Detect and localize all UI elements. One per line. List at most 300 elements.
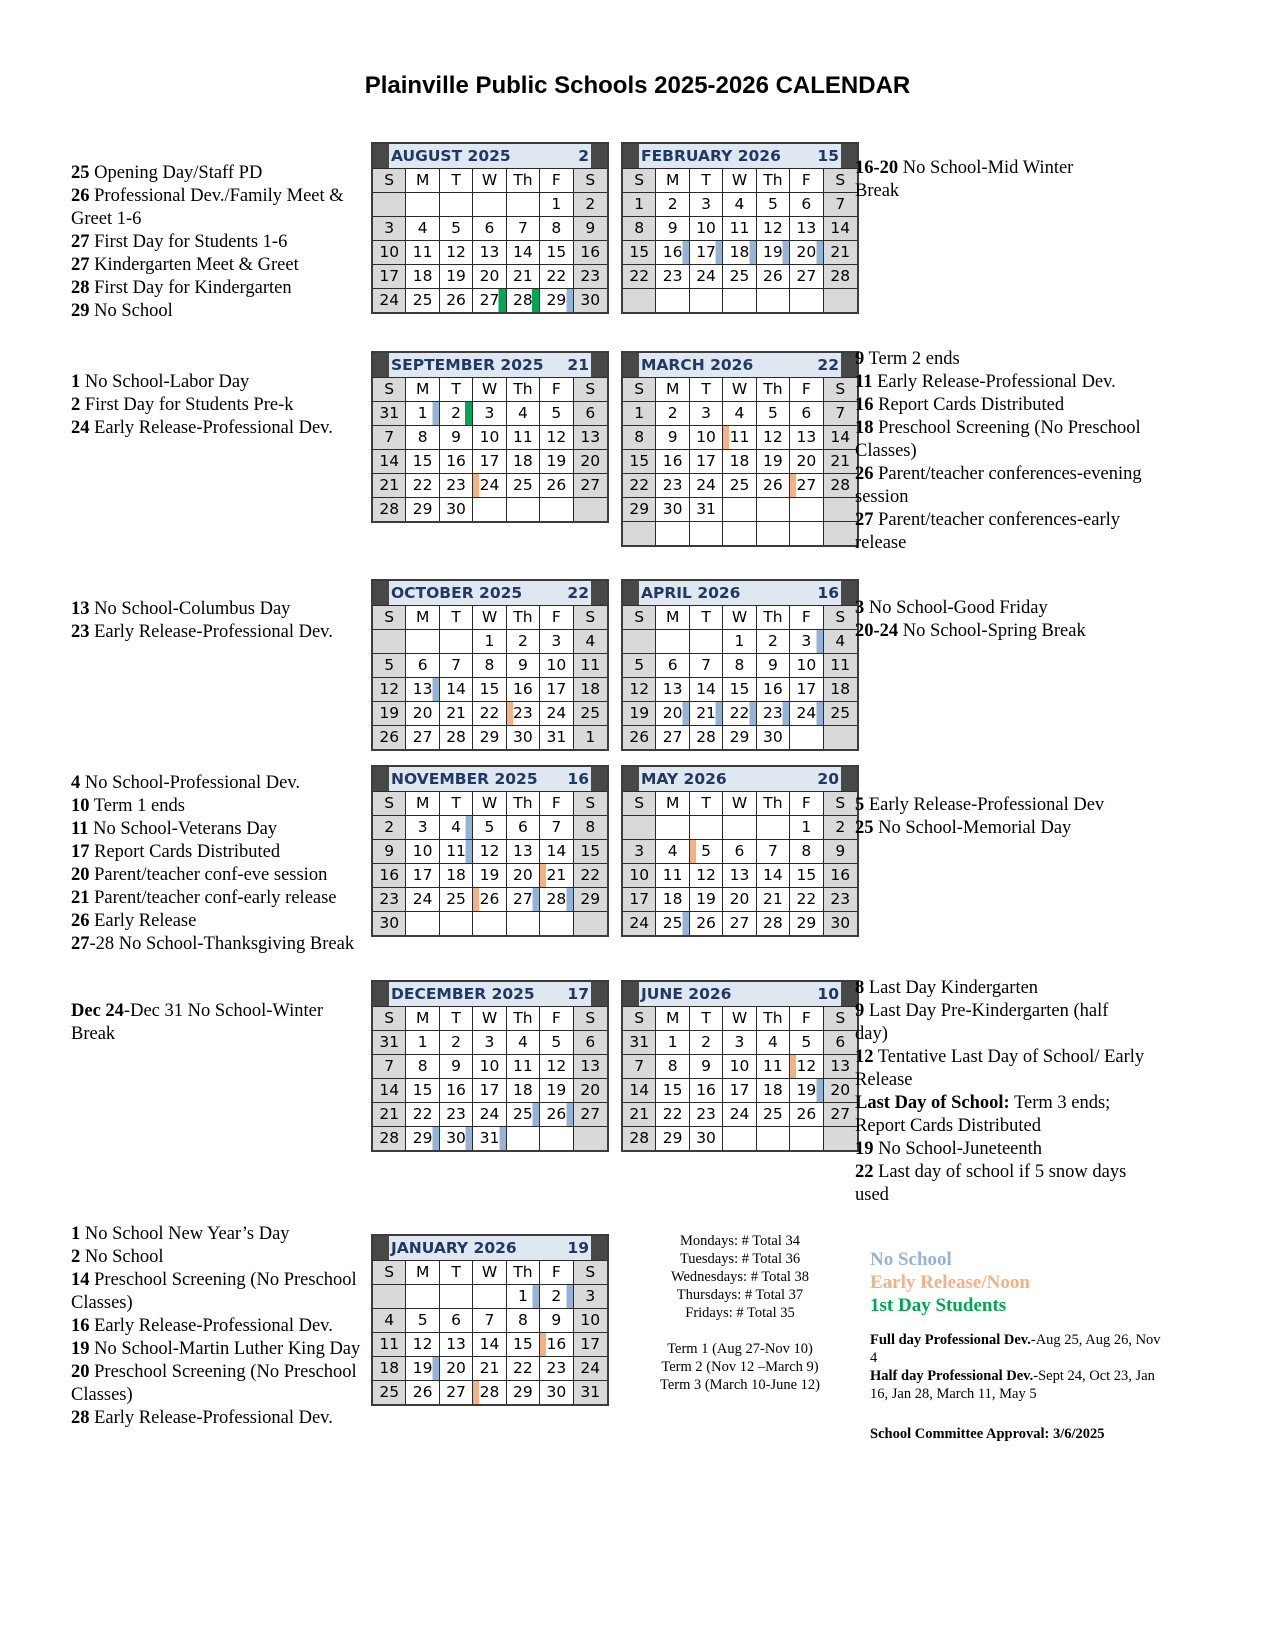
day-cell: 12: [540, 1054, 573, 1078]
day-cell: 19: [540, 1078, 573, 1102]
day-cell: 7: [824, 192, 857, 216]
weekday-header: S: [373, 168, 406, 192]
day-cell: 12: [757, 216, 790, 240]
day-cell: 17: [690, 240, 723, 264]
day-cell: 11: [656, 863, 689, 887]
day-cell: 17: [540, 677, 573, 701]
day-cell: 29: [473, 725, 506, 749]
day-grid: [373, 168, 607, 312]
note-line: 10 Term 1 ends: [71, 796, 185, 816]
day-cell: 4: [656, 839, 689, 863]
day-cell: 6: [656, 653, 689, 677]
day-cell: [540, 497, 573, 521]
day-cell: [723, 521, 756, 545]
day-cell: 27: [656, 725, 689, 749]
weekday-header: W: [723, 791, 756, 815]
day-cell: 24: [473, 473, 506, 497]
day-cell: 12: [440, 240, 473, 264]
weekday-header: S: [574, 605, 607, 629]
day-cell: 13: [790, 216, 823, 240]
page-title: Plainville Public Schools 2025-2026 CALENDAR: [364, 72, 911, 99]
weekday-header: S: [373, 1260, 406, 1284]
weekday-header: M: [406, 377, 439, 401]
day-cell: 13: [473, 240, 506, 264]
legend-no-school: No School: [870, 1249, 952, 1270]
day-cell: 29: [406, 1126, 439, 1150]
legend-early-release: Early Release/Noon: [870, 1272, 1030, 1293]
day-cell: 17: [406, 863, 439, 887]
day-cell: 2: [540, 1284, 573, 1308]
day-cell: 23: [507, 701, 540, 725]
weekday-header: M: [406, 168, 439, 192]
note-line: 19 No School-Juneteenth: [855, 1139, 1043, 1159]
day-cell: 24: [406, 887, 439, 911]
day-cell: [757, 497, 790, 521]
note-line: 18 Preschool Screening (No Preschool Classes): [855, 418, 1141, 461]
note-line: 13 No School-Columbus Day: [71, 599, 291, 619]
month-name: DECEMBER 2025: [391, 985, 535, 1003]
day-cell: [406, 1284, 439, 1308]
day-cell: 1: [406, 1030, 439, 1054]
weekday-header: T: [440, 1006, 473, 1030]
weekday-header: W: [473, 1260, 506, 1284]
day-cell: 14: [824, 425, 857, 449]
notes-december: [71, 1000, 361, 1046]
day-cell: 14: [623, 1078, 656, 1102]
day-cell: 26: [473, 887, 506, 911]
day-cell: 19: [757, 240, 790, 264]
note-line: 1 No School New Year’s Day: [71, 1224, 290, 1244]
weekday-header: M: [656, 377, 689, 401]
day-cell: 3: [690, 192, 723, 216]
day-cell: 25: [723, 264, 756, 288]
day-cell: 15: [473, 677, 506, 701]
note-line: 9 Last Day Pre-Kindergarten (half day): [855, 1001, 1109, 1044]
day-cell: 31: [574, 1380, 607, 1404]
day-cell: 1: [623, 401, 656, 425]
day-cell: 30: [656, 497, 689, 521]
day-cell: 28: [507, 288, 540, 312]
day-cell: 4: [373, 1308, 406, 1332]
day-cell: 1: [656, 1030, 689, 1054]
weekday-header: M: [406, 791, 439, 815]
day-cell: 2: [373, 815, 406, 839]
day-cell: 30: [824, 911, 857, 935]
weekday-header: S: [623, 1006, 656, 1030]
day-cell: 7: [824, 401, 857, 425]
weekday-header: T: [690, 1006, 723, 1030]
weekday-header: F: [540, 168, 573, 192]
day-cell: 28: [540, 887, 573, 911]
month-name: JUNE 2026: [641, 985, 732, 1003]
weekday-header: Th: [507, 1006, 540, 1030]
day-cell: 4: [507, 401, 540, 425]
calendar-november: [371, 765, 609, 937]
day-cell: 10: [690, 425, 723, 449]
note-line: 28 Early Release-Professional Dev.: [71, 1408, 333, 1428]
day-cell: 25: [757, 1102, 790, 1126]
day-cell: 29: [540, 288, 573, 312]
day-cell: 11: [723, 216, 756, 240]
day-cell: 19: [757, 449, 790, 473]
day-cell: 26: [757, 473, 790, 497]
day-cell: 28: [440, 725, 473, 749]
day-cell: 20: [574, 449, 607, 473]
count-wednesdays: Wednesdays: # Total 38: [670, 1269, 810, 1285]
note-line: 20 Preschool Screening (No Preschool Classes): [71, 1362, 357, 1405]
weekday-header: M: [406, 605, 439, 629]
note-line: 9 Term 2 ends: [855, 349, 960, 369]
day-cell: 30: [540, 1380, 573, 1404]
note-line: 16-20 No School-Mid Winter Break: [855, 158, 1074, 201]
month-school-days: 17: [567, 985, 589, 1003]
day-cell: 10: [373, 240, 406, 264]
day-cell: [540, 1126, 573, 1150]
day-cell: 6: [473, 216, 506, 240]
day-cell: 14: [373, 1078, 406, 1102]
day-cell: 1: [473, 629, 506, 653]
day-cell: 14: [824, 216, 857, 240]
day-cell: 21: [690, 701, 723, 725]
day-cell: 1: [623, 192, 656, 216]
day-cell: 23: [540, 1356, 573, 1380]
legend: [870, 1248, 1170, 1443]
weekday-header: S: [824, 168, 857, 192]
day-cell: 10: [473, 1054, 506, 1078]
day-grid: [373, 791, 607, 935]
day-cell: 21: [824, 240, 857, 264]
day-cell: 1: [406, 401, 439, 425]
weekday-header: W: [473, 791, 506, 815]
day-cell: 1: [723, 629, 756, 653]
day-cell: 1: [790, 815, 823, 839]
day-cell: 16: [574, 240, 607, 264]
weekday-header: S: [623, 605, 656, 629]
weekday-header: Th: [757, 377, 790, 401]
day-cell: 14: [540, 839, 573, 863]
day-cell: 27: [406, 725, 439, 749]
note-line: 27 Parent/teacher conferences-early release: [855, 510, 1121, 553]
day-cell: 9: [656, 216, 689, 240]
month-school-days: 19: [567, 1239, 589, 1257]
day-cell: 7: [373, 425, 406, 449]
day-cell: 18: [507, 449, 540, 473]
day-cell: 29: [656, 1126, 689, 1150]
day-cell: 26: [790, 1102, 823, 1126]
note-line: 8 Last Day Kindergarten: [855, 978, 1039, 998]
notes-february: [855, 157, 1115, 203]
day-cell: 11: [440, 839, 473, 863]
day-cell: [574, 1126, 607, 1150]
day-cell: 9: [690, 1054, 723, 1078]
note-line: 27 First Day for Students 1-6: [71, 232, 288, 252]
day-cell: 14: [507, 240, 540, 264]
day-cell: 26: [540, 1102, 573, 1126]
day-cell: 21: [473, 1356, 506, 1380]
day-grid: [373, 1006, 607, 1150]
weekday-header: M: [406, 1006, 439, 1030]
day-cell: 13: [406, 677, 439, 701]
day-cell: 31: [690, 497, 723, 521]
day-cell: 17: [690, 449, 723, 473]
note-line: Last Day of School: Term 3 ends; Report Cards Distributed: [855, 1093, 1111, 1136]
note-line: 26 Early Release: [71, 911, 197, 931]
day-cell: 31: [473, 1126, 506, 1150]
day-cell: 21: [824, 449, 857, 473]
day-cell: 16: [690, 1078, 723, 1102]
day-cell: [440, 1284, 473, 1308]
day-cell: 22: [723, 701, 756, 725]
day-cell: 11: [507, 1054, 540, 1078]
day-cell: 15: [656, 1078, 689, 1102]
weekday-header: T: [440, 605, 473, 629]
day-cell: 29: [723, 725, 756, 749]
day-cell: [723, 497, 756, 521]
month-name: MAY 2026: [641, 770, 727, 788]
day-cell: 18: [373, 1356, 406, 1380]
month-header: [373, 982, 607, 1006]
day-cell: 15: [790, 863, 823, 887]
day-cell: 25: [507, 1102, 540, 1126]
day-cell: 23: [690, 1102, 723, 1126]
day-cell: 19: [790, 1078, 823, 1102]
count-tuesdays: Tuesdays: # Total 36: [679, 1251, 801, 1267]
day-cell: 25: [723, 473, 756, 497]
weekday-header: M: [656, 791, 689, 815]
weekday-header: T: [690, 791, 723, 815]
day-cell: [507, 911, 540, 935]
day-cell: [757, 288, 790, 312]
weekday-header: W: [723, 605, 756, 629]
weekday-header: F: [540, 605, 573, 629]
day-cell: 22: [623, 473, 656, 497]
day-cell: [507, 1126, 540, 1150]
day-cell: 3: [473, 401, 506, 425]
day-cell: 8: [473, 653, 506, 677]
day-cell: 28: [690, 725, 723, 749]
day-cell: [824, 497, 857, 521]
day-cell: 6: [723, 839, 756, 863]
day-cell: 4: [406, 216, 439, 240]
day-cell: 2: [690, 1030, 723, 1054]
day-cell: 30: [373, 911, 406, 935]
note-line: 5 Early Release-Professional Dev: [855, 795, 1105, 815]
day-cell: [473, 1284, 506, 1308]
committee-approval: School Committee Approval: 3/6/2025: [870, 1426, 1105, 1442]
day-cell: 2: [656, 401, 689, 425]
day-cell: 27: [507, 887, 540, 911]
day-cell: 26: [540, 473, 573, 497]
term-2: Term 2 (Nov 12 –March 9): [661, 1359, 819, 1375]
weekday-header: Th: [507, 1260, 540, 1284]
notes-may: [855, 794, 1145, 840]
month-school-days: 10: [817, 985, 839, 1003]
day-cell: 6: [790, 401, 823, 425]
note-line: 27-28 No School-Thanksgiving Break: [71, 934, 355, 954]
day-cell: 13: [656, 677, 689, 701]
day-cell: 12: [373, 677, 406, 701]
note-line: 2 No School: [71, 1247, 164, 1267]
count-fridays: Fridays: # Total 35: [685, 1305, 795, 1321]
weekday-header: S: [623, 168, 656, 192]
note-line: 4 No School-Professional Dev.: [71, 773, 300, 793]
day-cell: [623, 521, 656, 545]
day-cell: [723, 815, 756, 839]
day-cell: 13: [723, 863, 756, 887]
weekday-header: Th: [507, 791, 540, 815]
day-cell: 11: [824, 653, 857, 677]
day-cell: 19: [623, 701, 656, 725]
weekday-header: M: [406, 1260, 439, 1284]
day-cell: 17: [574, 1332, 607, 1356]
day-cell: 17: [473, 1078, 506, 1102]
day-cell: 18: [723, 449, 756, 473]
day-cell: 2: [656, 192, 689, 216]
weekday-header: T: [690, 605, 723, 629]
day-cell: 24: [690, 473, 723, 497]
day-cell: 15: [723, 677, 756, 701]
weekday-header: W: [723, 1006, 756, 1030]
weekday-header: M: [656, 168, 689, 192]
day-cell: 9: [440, 1054, 473, 1078]
day-cell: 10: [540, 653, 573, 677]
day-cell: 5: [690, 839, 723, 863]
day-cell: [690, 521, 723, 545]
month-header: [373, 581, 607, 605]
month-name: MARCH 2026: [641, 356, 754, 374]
day-cell: 1: [507, 1284, 540, 1308]
day-cell: 17: [473, 449, 506, 473]
day-cell: [690, 288, 723, 312]
day-cell: 31: [540, 725, 573, 749]
day-cell: 7: [507, 216, 540, 240]
day-cell: 12: [623, 677, 656, 701]
month-school-days: 2: [578, 147, 589, 165]
day-cell: 8: [656, 1054, 689, 1078]
day-cell: 20: [440, 1356, 473, 1380]
day-cell: 13: [574, 1054, 607, 1078]
month-school-days: 22: [567, 584, 589, 602]
day-cell: 5: [406, 1308, 439, 1332]
day-cell: 2: [824, 815, 857, 839]
weekday-header: M: [656, 605, 689, 629]
day-cell: 22: [507, 1356, 540, 1380]
weekday-header: S: [574, 1260, 607, 1284]
month-header: [623, 581, 857, 605]
day-cell: 5: [757, 401, 790, 425]
note-line: 25 Opening Day/Staff PD: [71, 163, 263, 183]
weekday-header: T: [690, 168, 723, 192]
day-cell: 27: [723, 911, 756, 935]
day-cell: 5: [440, 216, 473, 240]
day-cell: [473, 497, 506, 521]
weekday-header: Th: [757, 1006, 790, 1030]
weekday-header: W: [473, 605, 506, 629]
day-cell: 31: [373, 1030, 406, 1054]
month-school-days: 16: [567, 770, 589, 788]
weekday-header: Th: [507, 377, 540, 401]
day-cell: 9: [757, 653, 790, 677]
day-cell: 5: [790, 1030, 823, 1054]
day-cell: 8: [723, 653, 756, 677]
day-cell: 22: [623, 264, 656, 288]
day-cell: 4: [574, 629, 607, 653]
day-cell: 11: [373, 1332, 406, 1356]
day-cell: 22: [406, 1102, 439, 1126]
day-cell: 3: [574, 1284, 607, 1308]
day-cell: 6: [574, 1030, 607, 1054]
notes-january: [71, 1223, 366, 1430]
day-cell: 21: [373, 473, 406, 497]
month-name: JANUARY 2026: [391, 1239, 517, 1257]
weekday-header: S: [574, 377, 607, 401]
day-cell: 8: [406, 425, 439, 449]
day-cell: 4: [507, 1030, 540, 1054]
day-cell: 18: [574, 677, 607, 701]
day-cell: 23: [757, 701, 790, 725]
day-cell: 31: [623, 1030, 656, 1054]
day-cell: 21: [373, 1102, 406, 1126]
weekday-header: T: [690, 377, 723, 401]
day-cell: [440, 629, 473, 653]
weekday-header: F: [540, 1006, 573, 1030]
calendar-august: [371, 142, 609, 314]
weekday-header: S: [574, 1006, 607, 1030]
notes-november: [71, 772, 366, 956]
day-cell: 27: [440, 1380, 473, 1404]
day-cell: [824, 725, 857, 749]
note-line: 3 No School-Good Friday: [855, 598, 1048, 618]
month-header: [373, 1236, 607, 1260]
weekday-header: W: [473, 1006, 506, 1030]
day-cell: 3: [473, 1030, 506, 1054]
note-line: 22 Last day of school if 5 snow days used: [855, 1162, 1127, 1205]
day-cell: [406, 629, 439, 653]
note-line: 20 Parent/teacher conf-eve session: [71, 865, 328, 885]
day-cell: 23: [373, 887, 406, 911]
day-cell: [757, 521, 790, 545]
day-cell: 20: [473, 264, 506, 288]
day-cell: 27: [473, 288, 506, 312]
day-cell: 21: [440, 701, 473, 725]
day-cell: 18: [440, 863, 473, 887]
day-cell: 20: [406, 701, 439, 725]
day-cell: 24: [473, 1102, 506, 1126]
day-cell: 3: [690, 401, 723, 425]
day-cell: 14: [473, 1332, 506, 1356]
day-cell: [656, 521, 689, 545]
day-cell: 23: [656, 473, 689, 497]
day-cell: 9: [824, 839, 857, 863]
day-cell: 16: [540, 1332, 573, 1356]
day-cell: 24: [690, 264, 723, 288]
day-cell: 22: [540, 264, 573, 288]
day-cell: 6: [440, 1308, 473, 1332]
month-school-days: 22: [817, 356, 839, 374]
day-cell: 16: [656, 240, 689, 264]
month-header: [373, 767, 607, 791]
month-header: [623, 144, 857, 168]
day-cell: 6: [406, 653, 439, 677]
day-cell: 18: [406, 264, 439, 288]
day-cell: 4: [757, 1030, 790, 1054]
day-cell: [757, 815, 790, 839]
legend-first-day: 1st Day Students: [870, 1295, 1007, 1316]
weekday-header: Th: [757, 168, 790, 192]
day-cell: [656, 288, 689, 312]
day-cell: [656, 629, 689, 653]
day-cell: 7: [690, 653, 723, 677]
